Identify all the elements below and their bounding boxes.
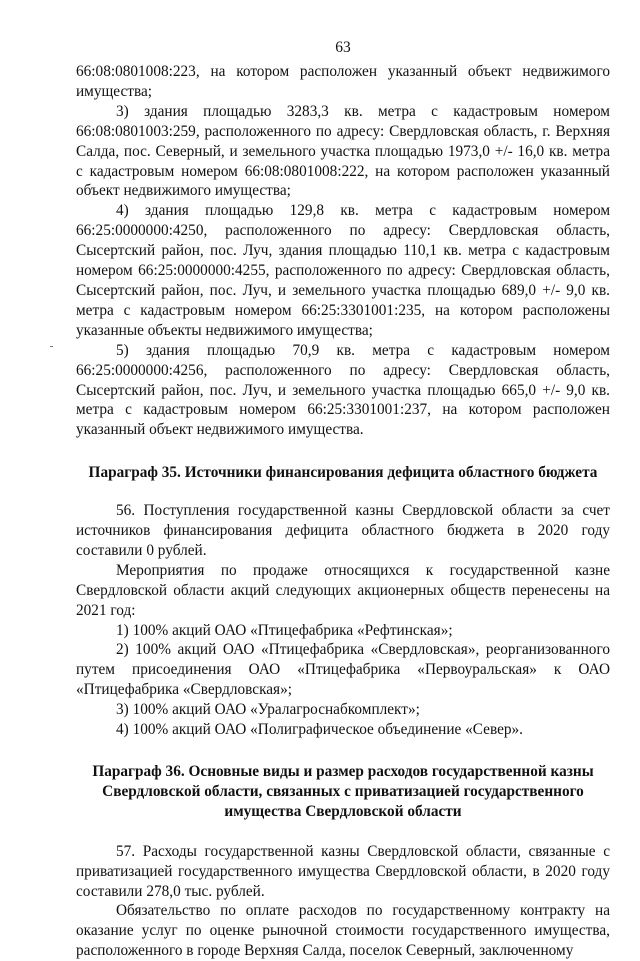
page-number: 63 <box>335 39 351 56</box>
margin-mark <box>50 346 53 347</box>
paragraph-item-5-building: 5) здания площадью 70,9 кв. метра с кадастровым номером 66:25:0000000:4256, расположенного по адресу: Свердловская область, Сысертский район, пос. Луч, и земельного участка площадью 665,0 +/- 9,0 кв. метра с кадастровым номером 66:25:3301001:237, на котором расположен указанный объект недвижимого имущества. <box>76 341 610 439</box>
paragraph-item-3-building: 3) здания площадью 3283,3 кв. метра с кадастровым номером 66:08:0801003:259, расположенного по адресу: Свердловская область, г. Верхняя Салда, пос. Северный, и земельного участка площадью 1973,0 +/- 16,0 кв. метра с кадастровым номером 66:08:0801008:222, на котором расположен указанный объект недвижимого имущества; <box>76 102 610 200</box>
spacer <box>76 822 610 842</box>
paragraph-obligation-contract: Обязательство по оплате расходов по государственному контракту на оказание услуг по оценке рыночной стоимости государственного имущества, расположенного в городе Верхняя Салда, поселок Северный, заключенному <box>76 902 610 960</box>
list-item-sever: 4) 100% акций ОАО «Полиграфическое объединение «Север». <box>116 721 524 739</box>
paragraph-share-sale-postponed: Мероприятия по продаже относящихся к государственной казне Свердловской области акций следующих акционерных обществ перенесены на 2021 год: <box>76 561 610 619</box>
paragraph-56-financing: 56. Поступления государственной казны Свердловской области за счет источников финансирования дефицита областного бюджета в 2020 году составили 0 рублей. <box>76 502 610 559</box>
list-item-uralagrosnabkomplekt: 3) 100% акций ОАО «Уралагроснабкомплект»; <box>116 701 420 719</box>
list-item-sverdlovskaya: 2) 100% акций ОАО «Птицефабрика «Свердловская», реорганизованного путем присоединения ОАО «Птицефабрика «Первоуральская» к ОАО «Птицефабрика «Свердловская»; <box>76 641 610 699</box>
paragraph-item-4-buildings: 4) здания площадью 129,8 кв. метра с кадастровым номером 66:25:0000000:4250, расположенного по адресу: Свердловская область, Сысертский район, пос. Луч, здания площадью 110,1 кв. метра с кадастровым номером 66:25:0000000:4255, расположенного по адресу: Свердловская область, Сысертский район, пос. Луч, и земельного участка площадью 689,0 +/- 9,0 кв. метра с кадастровым номером 66:25:3301001:235, на котором расположены указанные объекты недвижимого имущества; <box>76 202 610 339</box>
list-item-reftinskaya: 1) 100% акций ОАО «Птицефабрика «Рефтинская»; <box>116 621 453 639</box>
section-heading-36: Параграф 36. Основные виды и размер расходов государственной казны Свердловской области, связанных с приватизацией государственного имущества Свердловской области <box>92 763 594 820</box>
section-heading-35: Параграф 35. Источники финансирования дефицита областного бюджета <box>88 464 598 482</box>
spacer <box>76 740 610 762</box>
paragraph-57-expenses: 57. Расходы государственной казны Свердловской области, связанные с приватизацией государственного имущества Свердловской области, в 2020 году составили 278,0 тыс. рублей. <box>76 842 610 900</box>
paragraph-cadastral-continuation: 66:08:0801008:223, на котором расположен указанный объект недвижимого имущества; <box>76 63 610 100</box>
spacer <box>76 483 610 501</box>
spacer <box>76 440 610 463</box>
